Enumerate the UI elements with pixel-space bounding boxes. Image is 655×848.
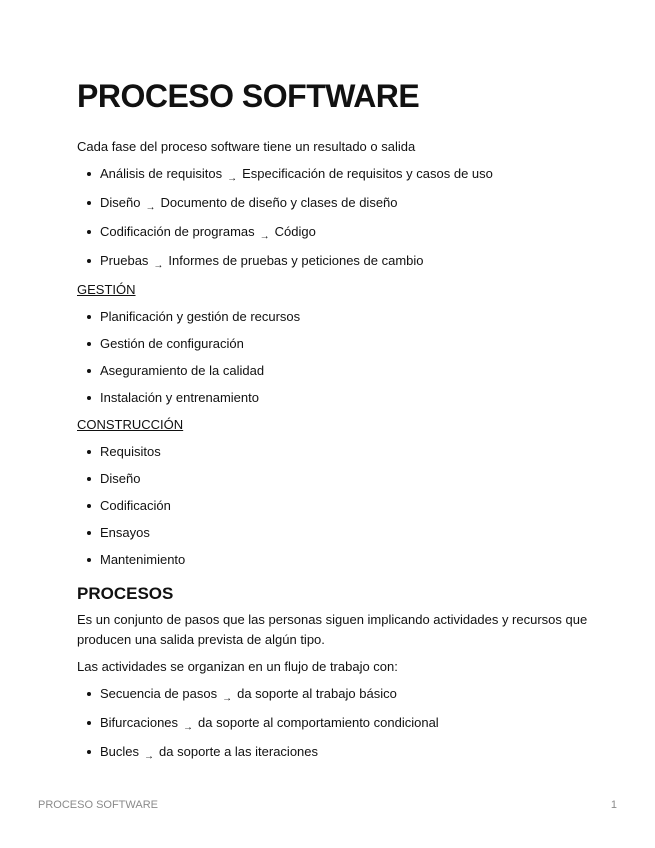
construccion-heading: CONSTRUCCIÓN bbox=[77, 417, 184, 432]
procesos-list bbox=[77, 684, 597, 764]
list-item: Codificación bbox=[77, 496, 597, 516]
gestion-list bbox=[77, 307, 597, 408]
construccion-list bbox=[77, 442, 597, 570]
list-item: Requisitos bbox=[77, 442, 597, 462]
procesos-workflow-intro: Las actividades se organizan en un flujo de trabajo con: bbox=[77, 659, 398, 674]
list-item: Planificación y gestión de recursos bbox=[77, 307, 597, 327]
arrow-icon: → bbox=[227, 173, 238, 184]
footer-title: PROCESO SOFTWARE bbox=[38, 799, 158, 811]
intro-paragraph: Cada fase del proceso software tiene un resultado o salida bbox=[77, 139, 416, 154]
list-item: Bucles → da soporte a las iteraciones bbox=[77, 742, 597, 764]
arrow-icon: → bbox=[222, 693, 233, 704]
list-item: Mantenimiento bbox=[77, 550, 597, 570]
arrow-icon: → bbox=[153, 260, 164, 271]
page-number: 1 bbox=[610, 799, 617, 811]
document-title: PROCESO SOFTWARE bbox=[77, 78, 420, 114]
phases-list bbox=[77, 164, 597, 273]
gestion-heading: GESTIÓN bbox=[77, 282, 136, 297]
list-item: Bifurcaciones → da soporte al comportamiento condicional bbox=[77, 713, 597, 735]
arrow-icon: → bbox=[259, 231, 270, 242]
list-item: Codificación de programas → Código bbox=[77, 222, 597, 244]
procesos-definition: Es un conjunto de pasos que las personas siguen implicando actividades y recursos que producen una salida prevista de algún tipo. bbox=[77, 612, 588, 647]
list-item: Secuencia de pasos → da soporte al trabajo básico bbox=[77, 684, 597, 706]
list-item: Análisis de requisitos → Especificación de requisitos y casos de uso bbox=[77, 164, 597, 186]
list-item: Instalación y entrenamiento bbox=[77, 388, 597, 408]
arrow-icon: → bbox=[145, 202, 156, 213]
list-item: Gestión de configuración bbox=[77, 334, 597, 354]
document-body bbox=[77, 137, 597, 771]
arrow-icon: → bbox=[144, 751, 155, 762]
procesos-heading: PROCESOS bbox=[77, 584, 174, 603]
list-item: Diseño → Documento de diseño y clases de diseño bbox=[77, 193, 597, 215]
list-item: Pruebas → Informes de pruebas y peticiones de cambio bbox=[77, 251, 597, 273]
list-item: Ensayos bbox=[77, 523, 597, 543]
arrow-icon: → bbox=[183, 722, 194, 733]
list-item: Diseño bbox=[77, 469, 597, 489]
list-item: Aseguramiento de la calidad bbox=[77, 361, 597, 381]
